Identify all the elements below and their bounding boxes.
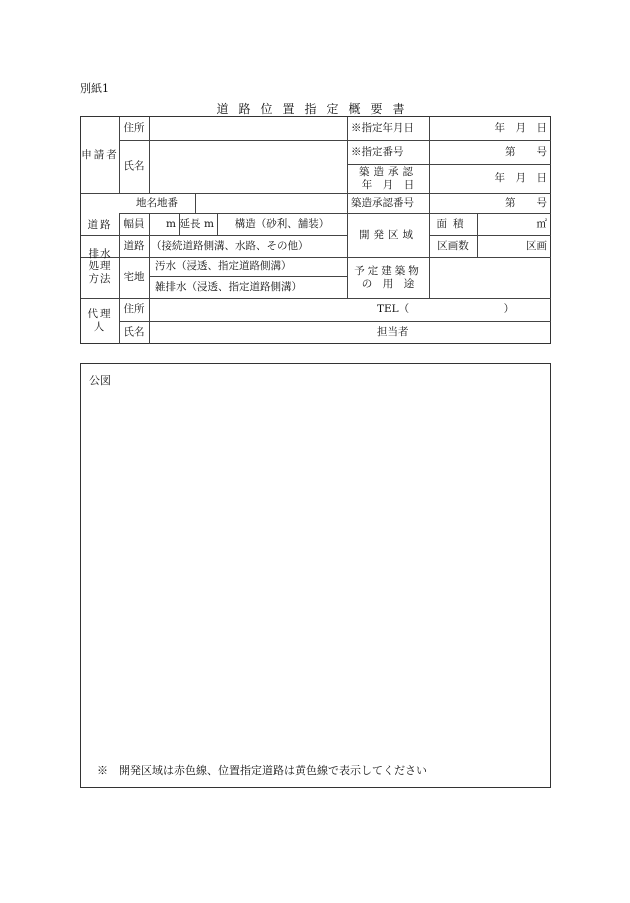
- drainage-road-options: （接続道路側溝、水路、その他）: [151, 239, 309, 252]
- building-use-label: [347, 257, 429, 298]
- agent-tel-field[interactable]: TEL（ ）: [377, 303, 515, 316]
- applicant-address-label: 住所: [123, 122, 145, 135]
- plots-field[interactable]: 区画: [526, 239, 547, 252]
- road-width-field[interactable]: m: [166, 217, 176, 230]
- approval-date-label: [347, 164, 429, 193]
- road-lot-field[interactable]: [195, 193, 347, 213]
- road-length-field[interactable]: m: [204, 217, 214, 230]
- approval-date-label-line1: 築造承認: [359, 165, 417, 178]
- approval-no-field[interactable]: 第 号: [505, 196, 547, 209]
- document-title: 道路位置指定概要書: [216, 102, 415, 116]
- building-use-label-line2: の 用 途: [361, 277, 415, 290]
- road-length-label: 延長: [179, 217, 201, 230]
- agent-person-field[interactable]: 担当者: [377, 326, 409, 339]
- drainage-misc-options: 雑排水（浸透、指定道路側溝）: [155, 280, 302, 293]
- document-reference: 別紙1: [80, 82, 109, 95]
- area-label: 面積: [436, 217, 470, 230]
- approval-date-field[interactable]: 年 月 日: [494, 172, 547, 185]
- drainage-sewage-options: 汚水（浸透、指定道路側溝）: [155, 260, 292, 273]
- dev-area-label: 開発区域: [359, 228, 417, 241]
- designation-date-field[interactable]: 年 月 日: [494, 122, 547, 135]
- designation-date-label: ※指定年月日: [351, 122, 414, 135]
- plots-label: 区画数: [437, 239, 469, 252]
- approval-no-label: 築造承認番号: [351, 196, 414, 209]
- road-lot-label: 地名地番: [136, 196, 178, 209]
- road-structure-label: 構造（砂利、舗装）: [234, 217, 330, 230]
- agent-name-label: 氏名: [123, 326, 145, 339]
- designation-no-field[interactable]: 第 号: [505, 145, 547, 158]
- approval-date-label-line2: 年 月 日: [361, 178, 415, 191]
- applicant-group-label: 申請者: [81, 148, 119, 161]
- drainage-lot-label: 宅地: [123, 271, 145, 284]
- area-field[interactable]: ㎡: [536, 217, 547, 230]
- map-label: 公図: [89, 374, 111, 387]
- road-group-label: 道路: [87, 218, 113, 231]
- map-note: ※ 開発区域は赤色線、位置指定道路は黄色線で表示してください: [97, 764, 427, 777]
- building-use-field[interactable]: [429, 257, 551, 298]
- drainage-road-label: 道路: [123, 239, 145, 252]
- agent-group-label: 代理人: [87, 308, 113, 333]
- agent-address-label: 住所: [123, 303, 145, 316]
- applicant-address-field[interactable]: [149, 117, 347, 140]
- summary-form-table: [80, 116, 551, 344]
- drainage-group-label: 排水処理方法: [88, 247, 112, 285]
- building-use-label-line1: 予定建築物: [354, 264, 422, 277]
- road-width-label: 幅員: [123, 217, 145, 230]
- applicant-name-label: 氏名: [123, 160, 145, 173]
- applicant-name-field[interactable]: [149, 140, 347, 193]
- cadastral-map-box: [80, 363, 551, 788]
- designation-no-label: ※指定番号: [351, 145, 404, 158]
